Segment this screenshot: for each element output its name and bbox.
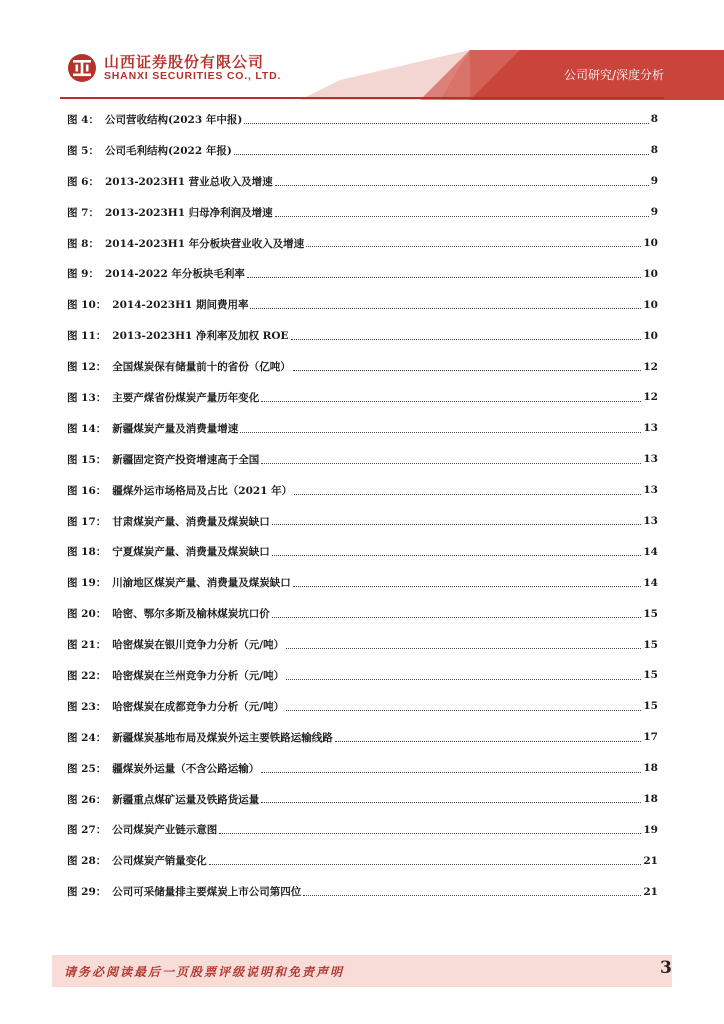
- toc-entry-label: [67, 143, 232, 158]
- toc-entry-label: [67, 730, 333, 745]
- toc-entry-label: [67, 668, 284, 683]
- figure-number: 图 14：: [67, 422, 107, 435]
- figure-title: 2014-2023H1 期间费用率: [112, 299, 249, 312]
- dot-leader: [306, 245, 641, 247]
- toc-entry-label: [67, 606, 270, 621]
- toc-entry-label: [67, 297, 248, 312]
- toc-entry-label: [67, 792, 259, 807]
- figure-number: 图 5：: [67, 144, 99, 157]
- figure-title: 新疆煤炭产量及消费量增速: [112, 422, 239, 435]
- toc-page-number: 10: [643, 298, 658, 311]
- figure-title: 哈密、鄂尔多斯及榆林煤炭坑口价: [112, 608, 270, 621]
- toc-entry[interactable]: [67, 444, 658, 475]
- toc-entry[interactable]: [67, 722, 658, 753]
- toc-page-number: 12: [643, 360, 658, 373]
- toc-entry[interactable]: [67, 845, 658, 876]
- figure-title: 公司煤炭产销量变化: [112, 855, 207, 868]
- toc-entry[interactable]: [67, 536, 658, 567]
- toc-entry-label: [67, 514, 270, 529]
- toc-page-number: 21: [643, 885, 658, 898]
- page-header: [0, 0, 724, 100]
- report-type-label: 公司研究/深度分析: [563, 68, 664, 82]
- toc-entry[interactable]: [67, 197, 658, 228]
- figure-number: 图 12：: [67, 361, 107, 374]
- figure-number: 图 15：: [67, 453, 107, 466]
- dot-leader: [272, 554, 642, 556]
- figure-title: 新疆固定资产投资增速高于全国: [112, 453, 260, 466]
- toc-page-number: 10: [643, 329, 658, 342]
- toc-entry-label: [67, 637, 284, 652]
- toc-entry-label: [67, 174, 273, 189]
- disclaimer-text: 请务必阅读最后一页股票评级说明和免责声明: [64, 965, 345, 979]
- dot-leader: [219, 832, 641, 834]
- toc-entry[interactable]: [67, 506, 658, 537]
- dot-leader: [303, 894, 641, 896]
- figure-title: 公司煤炭产业链示意图: [112, 824, 218, 837]
- figure-title: 哈密煤炭在成都竞争力分析（元/吨）: [112, 700, 285, 713]
- toc-entry[interactable]: [67, 228, 658, 259]
- toc-entry[interactable]: [67, 135, 658, 166]
- figure-title: 2013-2023H1 营业总收入及增速: [104, 175, 273, 188]
- figure-title: 哈密煤炭在银川竞争力分析（元/吨）: [112, 639, 285, 652]
- dot-leader: [261, 771, 641, 773]
- toc-entry[interactable]: [67, 814, 658, 845]
- figure-number: 图 28：: [67, 855, 107, 868]
- toc-page-number: 15: [643, 669, 658, 682]
- dot-leader: [261, 462, 641, 464]
- toc-entry-label: [67, 452, 259, 467]
- toc-page-number: 19: [643, 823, 658, 836]
- figure-title: 主要产煤省份煤炭产量历年变化: [112, 391, 260, 404]
- figure-number: 图 13：: [67, 391, 107, 404]
- figure-number: 图 6：: [67, 175, 99, 188]
- toc-entry[interactable]: [67, 660, 658, 691]
- figure-title: 川渝地区煤炭产量、消费量及煤炭缺口: [112, 577, 291, 590]
- toc-entry[interactable]: [67, 413, 658, 444]
- figure-title: 公司毛利结构(2022 年报): [104, 144, 232, 157]
- toc-entry-label: [67, 544, 270, 559]
- toc-entry-label: [67, 421, 238, 436]
- toc-page-number: 8: [650, 144, 658, 157]
- figure-index-list: [67, 104, 658, 907]
- toc-entry-label: [67, 483, 292, 498]
- figure-title: 甘肃煤炭产量、消费量及煤炭缺口: [112, 515, 270, 528]
- figure-number: 图 19：: [67, 577, 107, 590]
- figure-number: 图 24：: [67, 731, 107, 744]
- toc-page-number: 15: [643, 607, 658, 620]
- dot-leader: [272, 616, 642, 618]
- toc-entry[interactable]: [67, 876, 658, 907]
- toc-page-number: 8: [650, 113, 658, 126]
- figure-title: 2013-2023H1 净利率及加权 ROE: [112, 330, 289, 343]
- figure-number: 图 17：: [67, 515, 107, 528]
- toc-entry[interactable]: [67, 382, 658, 413]
- figure-title: 新疆重点煤矿运量及铁路货运量: [112, 793, 260, 806]
- toc-page-number: 14: [643, 576, 658, 589]
- header-divider: [60, 97, 664, 99]
- toc-entry[interactable]: [67, 166, 658, 197]
- company-name-en: SHANXI SECURITIES CO., LTD.: [104, 70, 282, 82]
- figure-title: 公司可采储量排主要煤炭上市公司第四位: [112, 886, 302, 899]
- toc-entry-label: [67, 853, 207, 868]
- figure-number: 图 22：: [67, 669, 107, 682]
- toc-entry[interactable]: [67, 629, 658, 660]
- toc-entry[interactable]: [67, 289, 658, 320]
- figure-title: 新疆煤炭基地布局及煤炭外运主要铁路运输线路: [112, 731, 333, 744]
- toc-entry-label: [67, 236, 304, 251]
- toc-page-number: 13: [643, 453, 658, 466]
- toc-entry-label: [67, 328, 289, 343]
- dot-leader: [294, 493, 641, 495]
- toc-page-number: 15: [643, 638, 658, 651]
- figure-number: 图 9：: [67, 268, 99, 281]
- toc-page-number: 13: [643, 515, 658, 528]
- toc-page-number: 10: [643, 237, 658, 249]
- toc-entry-label: [67, 575, 291, 590]
- toc-page-number: 15: [643, 700, 658, 713]
- toc-page-number: 9: [650, 206, 658, 219]
- dot-leader: [240, 431, 641, 433]
- toc-page-number: 13: [643, 422, 658, 435]
- figure-number: 图 11：: [67, 330, 107, 343]
- toc-entry[interactable]: [67, 691, 658, 722]
- dot-leader: [335, 740, 642, 742]
- dot-leader: [293, 585, 642, 587]
- toc-entry[interactable]: [67, 258, 658, 289]
- figure-title: 全国煤炭保有储量前十的省份（亿吨）: [112, 361, 291, 374]
- figure-title: 疆煤外运市场格局及占比（2021 年）: [112, 484, 293, 497]
- figure-number: 图 4：: [67, 113, 99, 126]
- figure-number: 图 16：: [67, 484, 107, 497]
- dot-leader: [250, 307, 641, 309]
- figure-number: 图 23：: [67, 700, 107, 713]
- toc-page-number: 9: [650, 175, 658, 188]
- dot-leader: [286, 709, 641, 711]
- toc-entry-label: [67, 884, 301, 899]
- page-number: 3: [660, 958, 672, 978]
- toc-entry[interactable]: [67, 598, 658, 629]
- dot-leader: [244, 122, 648, 124]
- dot-leader: [286, 678, 641, 680]
- figure-number: 图 26：: [67, 793, 107, 806]
- dot-leader: [286, 647, 641, 649]
- toc-page-number: 10: [643, 267, 658, 280]
- dot-leader: [272, 523, 642, 525]
- toc-page-number: 12: [643, 391, 658, 404]
- figure-number: 图 10：: [67, 299, 107, 312]
- figure-title: 疆煤炭外运量（不含公路运输）: [112, 762, 260, 775]
- dot-leader: [275, 215, 649, 217]
- toc-entry[interactable]: [67, 784, 658, 815]
- figure-title: 哈密煤炭在兰州竞争力分析（元/吨）: [112, 669, 285, 682]
- dot-leader: [261, 801, 641, 803]
- toc-entry-label: [67, 112, 242, 127]
- toc-entry[interactable]: [67, 320, 658, 351]
- company-name-cn: 山西证券股份有限公司: [104, 53, 265, 71]
- toc-entry-label: [67, 699, 284, 714]
- toc-page-number: 21: [643, 854, 658, 867]
- dot-leader: [275, 184, 649, 186]
- figure-number: 图 27：: [67, 824, 107, 837]
- figure-number: 图 29：: [67, 886, 107, 899]
- toc-entry[interactable]: [67, 567, 658, 598]
- toc-page-number: 18: [643, 793, 658, 806]
- toc-entry-label: [67, 390, 259, 405]
- toc-entry-label: [67, 761, 259, 776]
- figure-number: 图 18：: [67, 546, 107, 559]
- dot-leader: [234, 153, 649, 155]
- dot-leader: [291, 338, 642, 340]
- toc-entry-label: [67, 266, 245, 281]
- figure-number: 图 25：: [67, 762, 107, 775]
- toc-entry[interactable]: [67, 104, 658, 135]
- toc-entry[interactable]: [67, 351, 658, 382]
- figure-number: 图 20：: [67, 608, 107, 621]
- dot-leader: [209, 863, 642, 865]
- dot-leader: [293, 369, 642, 371]
- figure-title: 公司营收结构(2023 年中报): [104, 113, 243, 126]
- dot-leader: [247, 276, 641, 278]
- figure-number: 图 7：: [67, 206, 99, 219]
- toc-entry[interactable]: [67, 475, 658, 506]
- toc-page-number: 13: [643, 484, 658, 497]
- toc-entry-label: [67, 359, 291, 374]
- toc-page-number: 14: [643, 545, 658, 558]
- dot-leader: [261, 400, 641, 402]
- toc-entry-label: [67, 822, 217, 837]
- toc-page-number: 18: [643, 762, 658, 775]
- figure-number: 图 21：: [67, 639, 107, 652]
- toc-page-number: 17: [643, 731, 658, 744]
- toc-entry[interactable]: [67, 753, 658, 784]
- figure-title: 2014-2022 年分板块毛利率: [104, 268, 245, 281]
- figure-title: 宁夏煤炭产量、消费量及煤炭缺口: [112, 546, 270, 559]
- figure-title: 2013-2023H1 归母净利润及增速: [104, 206, 273, 219]
- figure-number: 图 8：: [67, 237, 99, 250]
- toc-entry-label: [67, 205, 273, 220]
- figure-title: 2014-2023H1 年分板块营业收入及增速: [104, 237, 305, 250]
